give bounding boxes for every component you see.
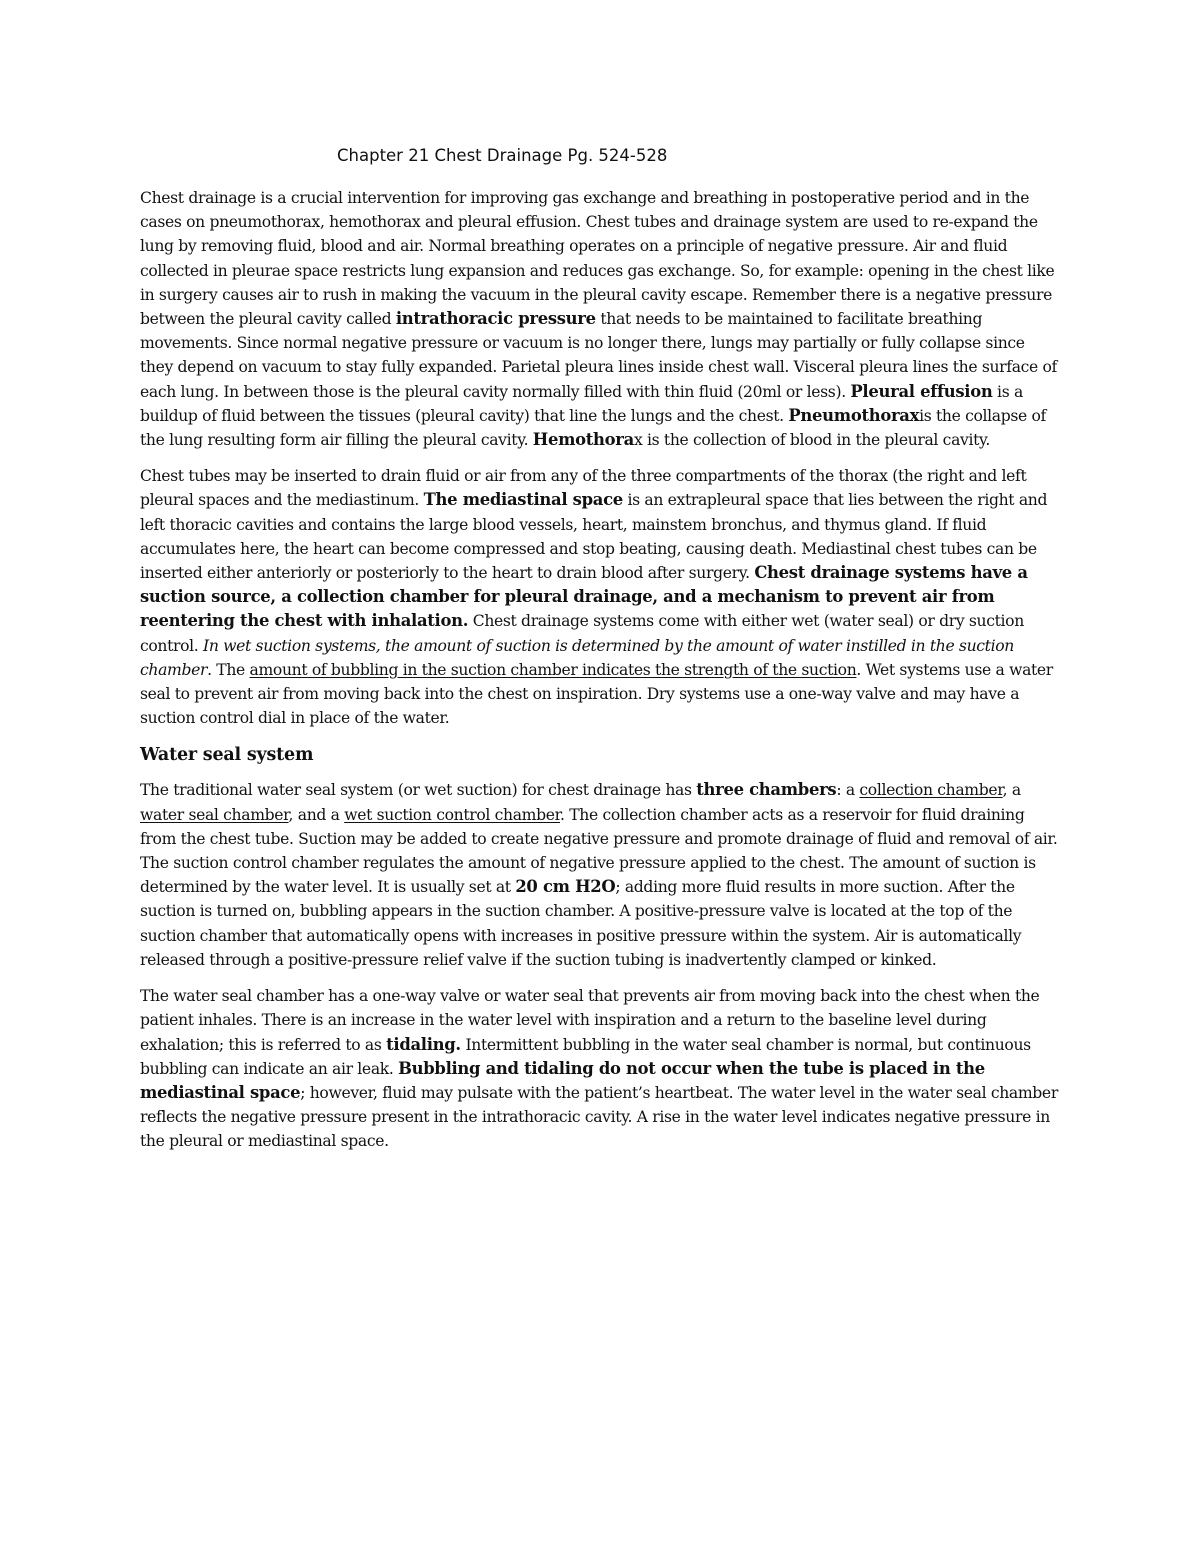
key-point-mediastinal-bubbling: Bubbling and tidaling do not occur when the tube is placed in the mediastinal space — [140, 1058, 985, 1102]
term-mediastinal-space: The mediastinal space — [423, 490, 623, 510]
text-run: The traditional water seal system (or wet suction) for chest drainage has — [140, 781, 697, 800]
text-run: , and a — [288, 805, 345, 824]
text-run: . Wet systems use a water seal to prevent air from moving back into the chest on inspiration. Dry systems use a one-way valve and may have a suction control dial in place of the water. — [140, 660, 1053, 728]
underlined-water-seal-chamber: water seal chamber — [140, 805, 289, 824]
term-pneumothorax: Pneumothorax — [788, 405, 920, 425]
text-run: is a buildup of fluid between the tissues (pleural cavity) that line the lungs and the chest. — [140, 382, 1023, 425]
text-run: is an extrapleural space that lies between the right and left thoracic cavities and contains the large blood vessels, heart, mainstem bronchus, and thymus gland. If fluid accumulates here, the heart can become compressed and stop beating, causing death. Mediastinal chest tubes can be inserted either anteriorly or posteriorly to the heart to drain blood after surgery. — [140, 491, 1048, 583]
underlined-collection-chamber: collection chamber — [859, 781, 1003, 800]
text-run: : a — [836, 781, 860, 800]
document-title: Chapter 21 Chest Drainage Pg. 524-528 — [337, 146, 668, 165]
text-run: , a — [1002, 781, 1021, 800]
text-run: ; adding more fluid results in more suction. After the suction is turned on, bubbling appears in the suction chamber. A positive-pressure valve is located at the top of the suction chamber that automatically opens with increases in positive pressure within the system. Air is automatically released through a positive-pressure relief valve if the suction tubing is inadvertently clamped or kinked. — [140, 878, 1022, 969]
paragraph-water-seal-system — [140, 778, 1060, 972]
underlined-suction-control-chamber: wet suction control chamber — [344, 805, 561, 824]
underlined-bubbling-note: amount of bubbling in the suction chamber indicates the strength of the suction — [249, 660, 857, 679]
text-run: The water seal chamber has a one-way valve or water seal that prevents air from moving back into the chest when the patient inhales. There is an increase in the water level with inspiration and a return to the baseline level during exhalation; this is referred to as — [140, 987, 1040, 1054]
value-suction-setting: 20 cm H2O — [515, 877, 616, 897]
text-run: Chest tubes may be inserted to drain fluid or air from any of the three compartments of the thorax (the right and left pleural spaces and the mediastinum. — [140, 467, 1027, 510]
text-run: Intermittent bubbling in the water seal chamber is normal, but continuous bubbling can indicate an air leak. — [140, 1035, 1031, 1078]
key-point-drainage-systems: Chest drainage systems have a suction source, a collection chamber for pleural drainage, and a mechanism to prevent air from reentering the chest with inhalation. — [140, 563, 1028, 631]
term-pleural-effusion: Pleural effusion — [850, 381, 993, 401]
text-run: is the collapse of the lung resulting form air filling the pleural cavity. — [140, 406, 1046, 450]
term-three-chambers: three chambers — [696, 780, 837, 800]
text-run: Chest drainage systems come with either wet (water seal) or dry suction control. — [140, 612, 1024, 655]
document-body — [140, 186, 1060, 1166]
text-run: Chest drainage is a crucial intervention for improving gas exchange and breathing in postoperative period and in the cases on pneumothorax, hemothorax and pleural effusion. Chest tubes and drainage system are used to re-expand the lung by removing fluid, blood and air. Normal breathing operates on a principle of negative pressure. Air and fluid collected in pleurae space restricts lung expansion and reduces gas exchange. So, for example: opening in the chest like in surgery causes air to rush in making the vacuum in the pleural cavity escape. Remember there is a negative pressure between the pleural cavity called — [140, 189, 1055, 329]
term-intrathoracic-pressure: intrathoracic pressure — [395, 309, 596, 329]
text-run: . The — [207, 660, 250, 679]
term-hemothorax: Hemothora — [532, 430, 634, 450]
text-run: x is the collection of blood in the pleural cavity. — [633, 431, 991, 450]
paragraph-water-seal-chamber — [140, 984, 1060, 1153]
text-run: . The collection chamber acts as a reservoir for fluid draining from the chest tube. Suction may be added to create negative pressure and promote drainage of fluid and removal of air. The suction control chamber regulates the amount of negative pressure applied to the chest. The amount of suction is determined by the water level. It is usually set at — [140, 805, 1058, 897]
text-run: that needs to be maintained to facilitate breathing movements. Since normal negative pressure or vacuum is no longer there, lungs may partially or fully collapse since they depend on vacuum to stay fully expanded. Parietal pleura lines inside chest wall. Visceral pleura lines the surface of each lung. In between those is the pleural cavity normally filled with thin fluid (20ml or less). — [140, 310, 1057, 401]
text-run: ; however, fluid may pulsate with the patient’s heartbeat. The water level in the water seal chamber reflects the negative pressure present in the intrathoracic cavity. A rise in the water level indicates negative pressure in the pleural or mediastinal space. — [140, 1083, 1058, 1151]
section-heading-water-seal: Water seal system — [140, 745, 314, 766]
paragraph-chest-tubes — [140, 464, 1060, 730]
term-tidaling: tidaling. — [386, 1034, 461, 1054]
italic-wet-suction-note: In wet suction systems, the amount of suction is determined by the amount of water instilled in the suction chamber — [140, 636, 1014, 679]
paragraph-chest-drainage-intro — [140, 186, 1060, 452]
